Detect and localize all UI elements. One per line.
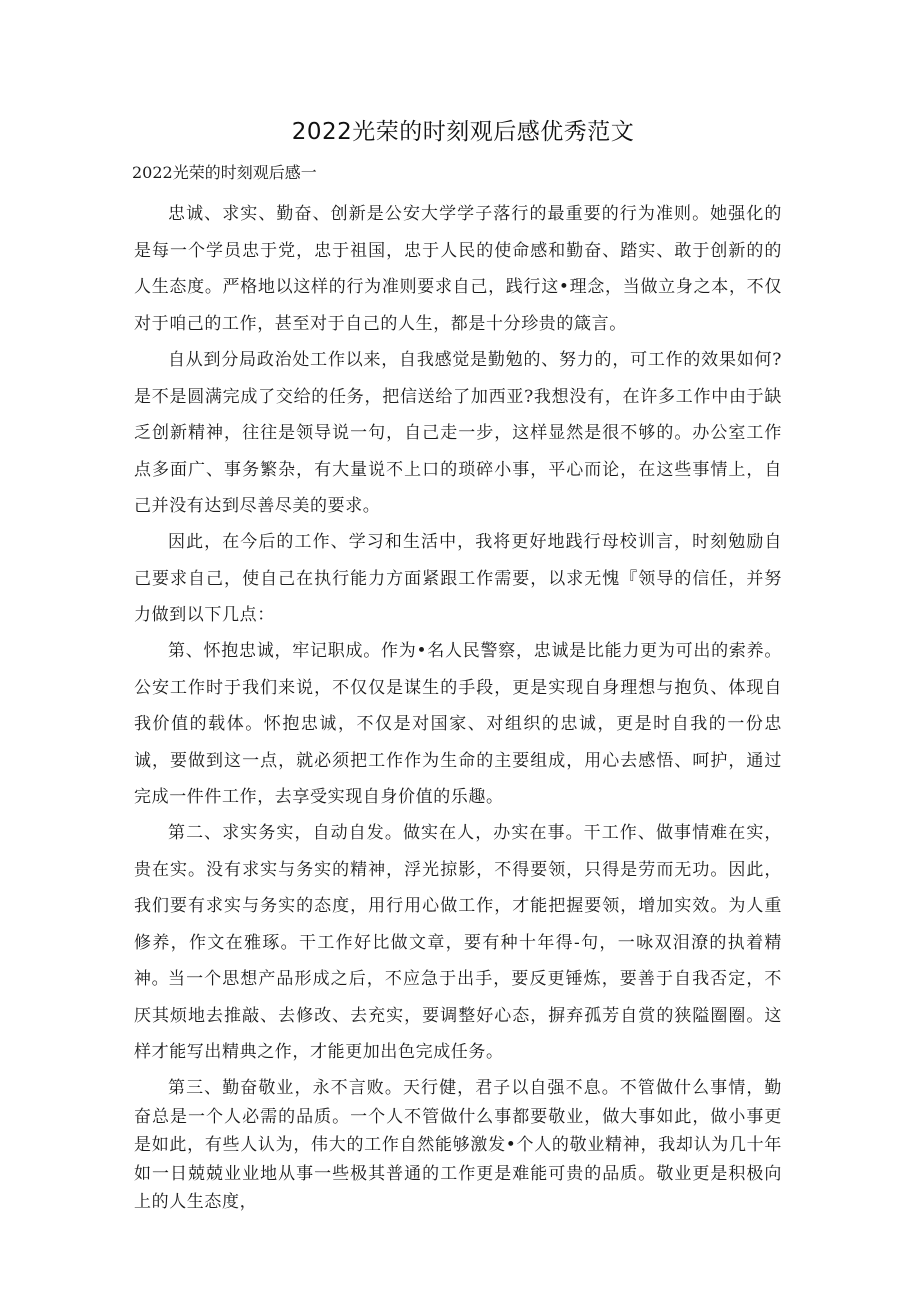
- paragraph-6: 当一个思想产品形成之后，不应急于出手，要反更锤炼，要善于自我否定，不厌其烦地去推敲、去修改、去充实，要调整好心态，摒弃孤芳自赏的狭隘圈圈。这样才能写出精典之作，才能更加出色完成任务。: [134, 969, 782, 1062]
- paragraph-4: 第、怀抱忠诚，牢记职成。作为•名人民警察，忠诚是比能力更为可出的索养。公安工作时于我们来说，不仅仅是谋生的手段，更是实现自身理想与抱负、体现自我价值的载体。怀抱忠诚，不仅是对国家、对组织的忠诚，更是时自我的一份忠诚，要做到这一点，就必须把工作作为生命的主要组成，用心去感悟、呵护，通过完成一件件工作，去享受实现自身价值的乐趣。: [134, 641, 782, 807]
- paragraph-7: 第三、勤奋敬业，永不言败。天行健，君子以自强不息。不管做什么事情，勤奋总是一个人必需的品质。一个人不管做什么事都要敬业，做大事如此，做小事更是如此，有些人认为，伟大的工作自然能够激发•个人的敬业精神，我却认为几十年如一日兢兢业业地从事一些极其普通的工作更是难能可贵的品质。敬业更是积极向上的人生态度，: [134, 1078, 782, 1212]
- document-title: 2022光荣的时刻观后感优秀范文: [291, 119, 635, 145]
- section-heading: 2022光荣的时刻观后感一: [132, 163, 317, 182]
- paragraph-5: 第二、求实务实，自动自发。做实在人，办实在事。干工作、做事情难在实，贵在实。没有求实与务实的精神，浮光掠影，不得要领，只得是劳而无功。因此，我们要有求实与务实的态度，用行用心做工作，才能把握要领，增加实效。为人重修养，作文在雅琢。干工作好比做文章，要有种十年得-句，一咏双泪潦的执着精神。: [134, 823, 782, 989]
- paragraph-2: 自从到分局政治处工作以来，自我感觉是勤勉的、努力的，可工作的效果如何?是不是圆满完成了交给的任务，把信送给了加西亚?我想没有，在许多工作中由于缺乏创新精神，往往是领导说一句，自己走一步，这样显然是很不够的。办公室工作点多面广、事务繁杂，有大量说不上口的琐碎小事，平心而论，在这些事情上，自己并没有达到尽善尽美的要求。: [134, 350, 782, 516]
- paragraph-3: 因此，在今后的工作、学习和生活中，我将更好地践行母校训言，时刻勉励自己要求自己，使自己在执行能力方面紧跟工作需要，以求无愧『领导的信任，并努力做到以下几点：: [134, 532, 782, 625]
- paragraph-1: 忠诚、求实、勤奋、创新是公安大学学子落行的最重要的行为准则。她强化的是每一个学员忠于党，忠于祖国，忠于人民的使命感和勤奋、踏实、敢于创新的的人生态度。严格地以这样的行为准则要求自己，践行这•理念，当做立身之本，不仅对于咱己的工作，甚至对于自己的人生，都是十分珍贵的箴言。: [134, 204, 782, 334]
